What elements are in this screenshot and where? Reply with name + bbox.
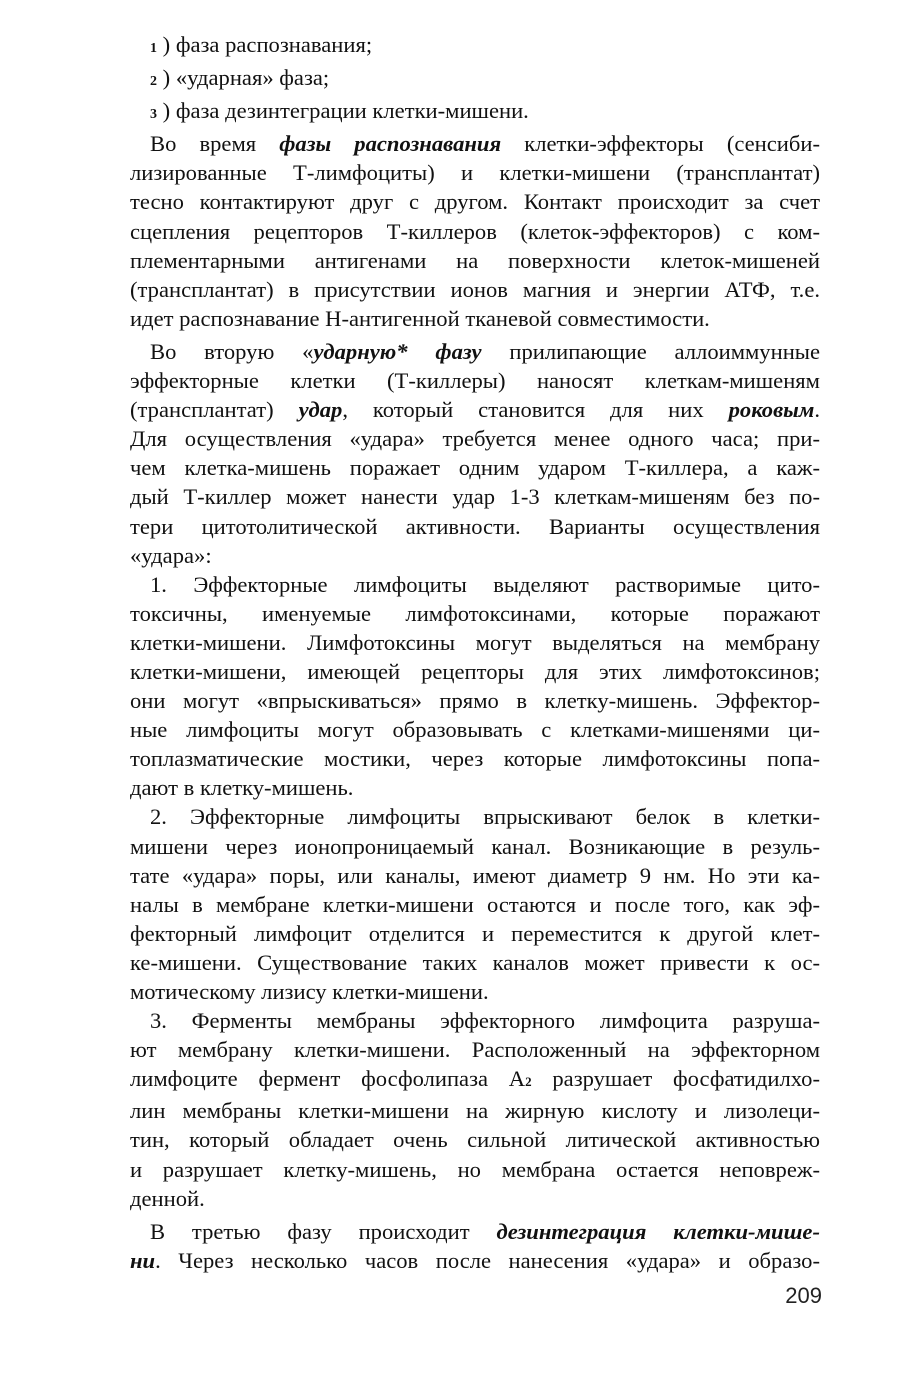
paragraph-recognition-phase: Во время фазы распознавания клетки-эффекторы (сенсиби- лизированные Т-лимфоциты) и клетки-мишени (трансплантат) тесно контактируют друг с другом. Контакт происходит за счет сцепления рецепторов Т-киллеров (клеток-эффекторов) с ком- плементарными антигенами на поверхности клеток-мишеней (трансплантат) в присутствии ионов магния и энергии АТФ, т.е. идет распознавание Н-антигенной тканевой совместимости. [130, 131, 820, 331]
paragraph-strike-phase: Во вторую «ударную* фазу прилипающие аллоиммунные эффекторные клетки (Т-киллеры) наносят клеткам-мишеням (трансплантат) удар, который становится для них роковым. Для осуществления «удара» требуется менее одного часа; при- чем клетка-мишень поражает одним ударом Т-киллера, а каж- дый Т-киллер может нанести удар 1-3 клеткам-мишеням без по- тери цитотолитической активности. Варианты осуществления «удара»: [130, 338, 820, 568]
page-number: 209 [785, 1283, 822, 1308]
list-item: 2 ) «ударная» фаза; [150, 65, 330, 91]
list-item: 1 ) фаза распознавания; [150, 32, 373, 57]
list-item: 3 ) фаза дезинтеграции клетки-мишени. [150, 98, 529, 124]
paragraph-disintegration-phase: В третью фазу происходит дезинтеграция клетки-мише- ни. Через несколько часов после нанесения «удара» и образо- [130, 1218, 820, 1273]
paragraph-variant-3: 3. Ферменты мембраны эффекторного лимфоцита разруша- ют мембрану клетки-мишени. Расположенный на эффекторном лимфоците фермент фосфолипаза А2 разрушает фосфатидилхо- лин мембраны клетки-мишени на жирную кислоту и лизолеци- тин, который обладает очень сильной литической активностью и разрушает клетку-мишень, но мембрана остается неповреж- денной. [130, 1008, 820, 1211]
body-text [130, 30, 820, 1275]
paragraph-variant-1: 1. Эффекторные лимфоциты выделяют растворимые цито- токсичны, именуемые лимфотоксинами, которые поражают клетки-мишени. Лимфотоксины могут выделяться на мембрану клетки-мишени, имеющей рецепторы для этих лимфотоксинов; они могут «впрыскиваться» прямо в клетку-мишень. Эффектор- ные лимфоциты могут образовывать с клетками-мишенями ци- топлазматические мостики, через которые лимфотоксины попа- дают в клетку-мишень. [130, 571, 820, 801]
paragraph-variant-2: 2. Эффекторные лимфоциты впрыскивают белок в клетки- мишени через ионопроницаемый канал. Возникающие в резуль- тате «удара» поры, или каналы, имеют диаметр 9 нм. Но эти ка- налы в мембране клетки-мишени остаются и после того, как эф- фекторный лимфоцит отделится и переместится к другой клет- ке-мишени. Существование таких каналов может привести к ос- мотическому лизису клетки-мишени. [130, 804, 820, 1004]
